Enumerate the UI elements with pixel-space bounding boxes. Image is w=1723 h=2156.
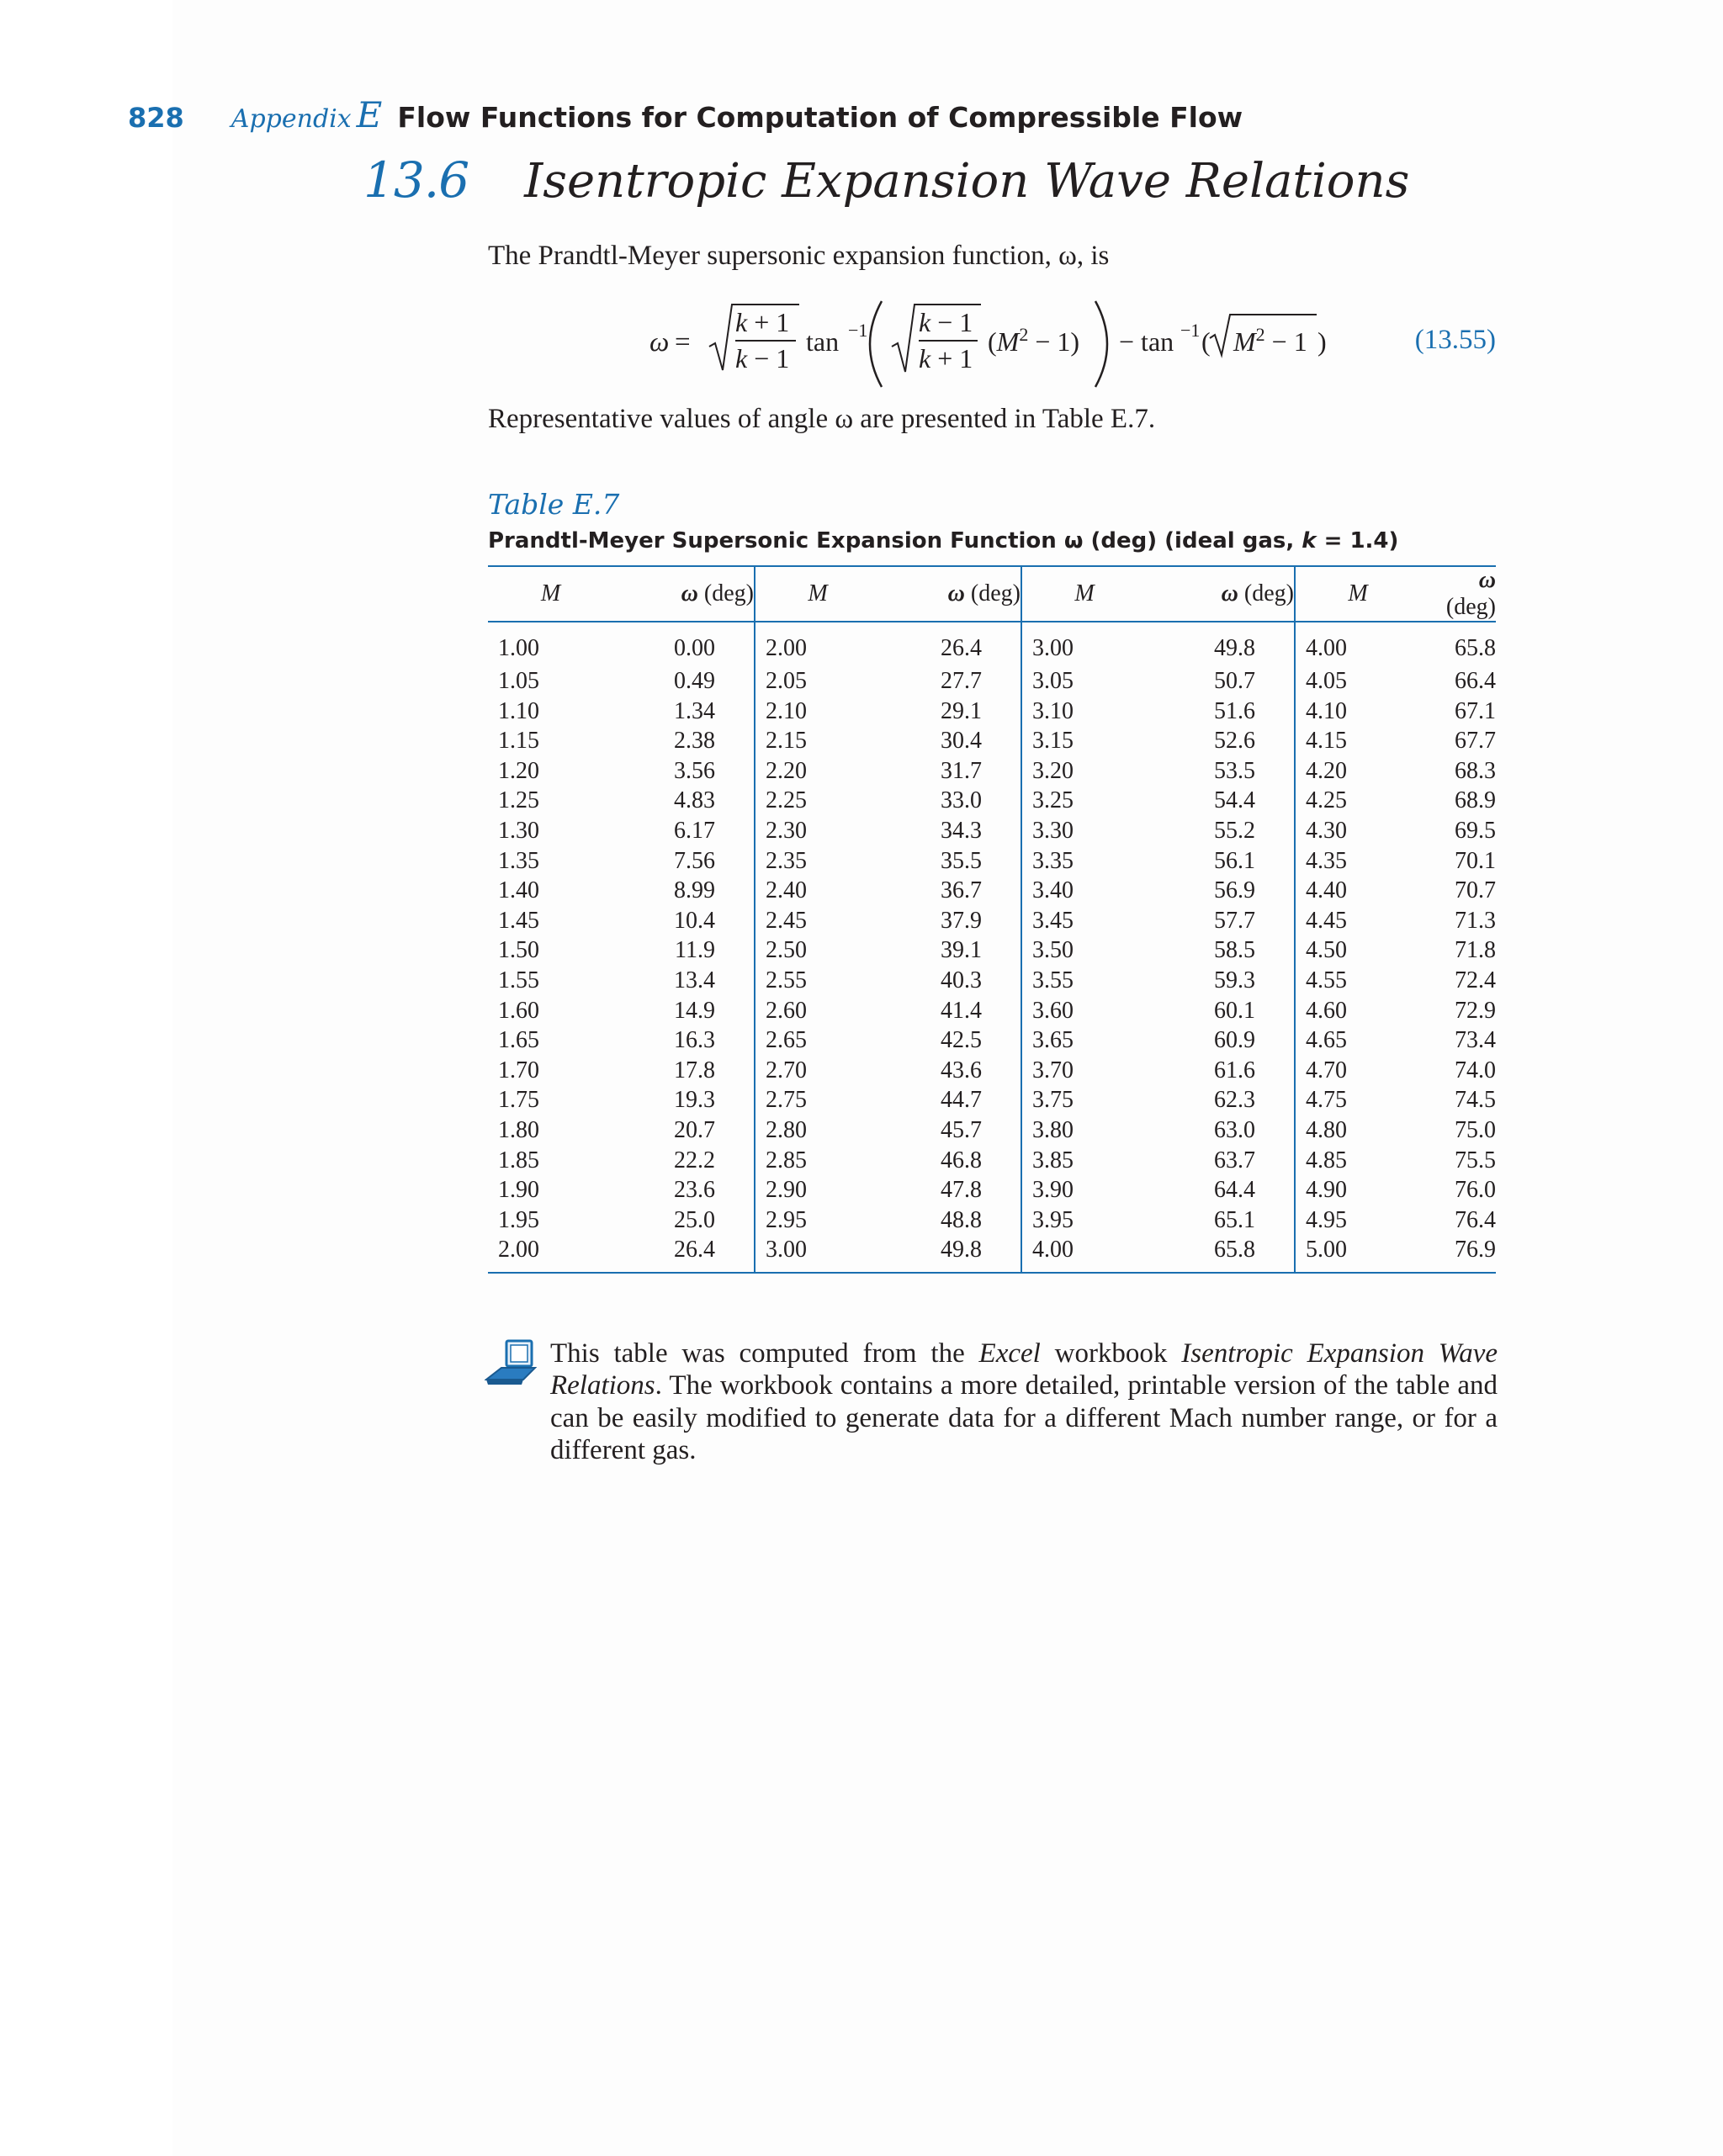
mach-cell: 2.80	[766, 1116, 807, 1143]
table-row	[488, 1146, 1496, 1176]
omega-cell: 54.4	[1147, 786, 1295, 816]
mach-cell: 1.95	[498, 1206, 539, 1233]
omega-cell: 62.3	[1147, 1085, 1295, 1115]
omega-cell: 7.56	[613, 846, 755, 877]
svg-text:=: =	[675, 327, 691, 358]
omega-cell: 63.0	[1147, 1115, 1295, 1146]
laptop-computer-icon	[485, 1339, 537, 1388]
mach-cell: 2.15	[766, 728, 807, 755]
table-row	[488, 1235, 1496, 1273]
omega-cell: 33.0	[880, 786, 1021, 816]
omega-cell: 44.7	[880, 1085, 1021, 1115]
mach-cell: 1.15	[498, 728, 539, 755]
omega-cell: 59.3	[1147, 966, 1295, 996]
mach-cell: 3.95	[1032, 1206, 1074, 1233]
mach-cell: 2.85	[766, 1147, 807, 1173]
note-text: This table was computed from the Excel workbook Isentropic Expansion Wave Relations. The workbook contains a more detailed, printable version of the table and can be easily modified to generate data for a different Mach number range, or for a different gas.	[550, 1338, 1498, 1466]
omega-cell: 52.6	[1147, 726, 1295, 756]
omega-cell: 3.56	[613, 756, 755, 787]
mach-cell: 3.35	[1032, 847, 1074, 874]
omega-cell: 4.83	[613, 786, 755, 816]
table-row	[488, 1085, 1496, 1115]
omega-cell: 60.9	[1147, 1025, 1295, 1056]
mach-cell: 1.30	[498, 817, 539, 844]
running-head	[128, 94, 1243, 136]
omega-cell: 74.5	[1455, 1087, 1496, 1114]
mach-cell: 1.80	[498, 1116, 539, 1143]
mach-cell: 1.00	[498, 635, 539, 662]
representative-paragraph: Representative values of angle ω are presented in Table E.7.	[488, 404, 1156, 434]
mach-cell: 3.30	[1032, 817, 1074, 844]
omega-cell: 26.4	[880, 622, 1021, 666]
mach-cell: 1.25	[498, 787, 539, 814]
mach-cell: 1.70	[498, 1057, 539, 1083]
section-number: 13.6	[363, 151, 469, 209]
omega-cell: 0.00	[613, 622, 755, 666]
omega-cell: 65.1	[1147, 1205, 1295, 1236]
table-header-row	[488, 566, 1496, 622]
mach-cell: 3.75	[1032, 1087, 1074, 1114]
omega-cell: 26.4	[613, 1235, 755, 1273]
mach-cell: 2.70	[766, 1057, 807, 1083]
svg-text:): )	[1317, 326, 1327, 357]
omega-cell: 75.5	[1455, 1147, 1496, 1173]
omega-cell: 67.1	[1455, 697, 1496, 724]
omega-cell: 6.17	[613, 816, 755, 846]
caption-main: Prandtl-Meyer Supersonic Expansion Function ω (deg) (ideal gas,	[488, 528, 1302, 554]
svg-text:k − 1: k − 1	[735, 343, 790, 373]
svg-text:(: (	[1201, 326, 1211, 357]
omega-cell: 39.1	[880, 935, 1021, 966]
mach-cell: 3.45	[1032, 907, 1074, 934]
header-omega: ω (deg)	[613, 566, 755, 622]
mach-cell: 3.50	[1032, 937, 1074, 964]
omega-cell: 76.9	[1420, 1235, 1496, 1273]
omega-cell: 71.3	[1455, 907, 1496, 934]
caption-k: k	[1302, 528, 1317, 554]
svg-text:M2 − 1: $M^2 - 1$	[1233, 324, 1307, 357]
omega-cell: 60.1	[1147, 996, 1295, 1026]
svg-text:tan: tan	[806, 326, 840, 357]
header-omega: ω (deg)	[1420, 566, 1496, 622]
svg-text:k + 1: k + 1	[919, 343, 973, 373]
mach-cell: 4.40	[1306, 877, 1347, 904]
omega-cell: 69.5	[1455, 817, 1496, 844]
running-title: Flow Functions for Computation of Compressible Flow	[397, 101, 1243, 134]
mach-cell: 1.75	[498, 1087, 539, 1114]
mach-cell: 4.20	[1306, 757, 1347, 784]
mach-cell: 1.50	[498, 937, 539, 964]
omega-cell: 70.1	[1455, 847, 1496, 874]
omega-cell: 10.4	[613, 906, 755, 936]
mach-cell: 2.20	[766, 757, 807, 784]
equation-number: (13.55)	[1414, 325, 1496, 355]
mach-cell: 4.95	[1306, 1206, 1347, 1233]
appendix-letter: E	[356, 94, 383, 135]
omega-cell: 34.3	[880, 816, 1021, 846]
omega-cell: 64.4	[1147, 1175, 1295, 1205]
mach-cell: 1.10	[498, 697, 539, 724]
mach-cell: 2.10	[766, 697, 807, 724]
omega-cell: 70.7	[1455, 877, 1496, 904]
mach-cell: 3.15	[1032, 728, 1074, 755]
table-row	[488, 966, 1496, 996]
omega-cell: 48.8	[880, 1205, 1021, 1236]
omega-cell: 40.3	[880, 966, 1021, 996]
omega-cell: 55.2	[1147, 816, 1295, 846]
table-row	[488, 622, 1496, 666]
omega-cell: 37.9	[880, 906, 1021, 936]
mach-cell: 3.20	[1032, 757, 1074, 784]
omega-cell: 43.6	[880, 1056, 1021, 1086]
svg-text:(M2 − 1): $(M^2 - 1)$	[988, 324, 1080, 357]
mach-cell: 3.10	[1032, 697, 1074, 724]
mach-cell: 3.25	[1032, 787, 1074, 814]
table-row	[488, 1025, 1496, 1056]
omega-cell: 57.7	[1147, 906, 1295, 936]
mach-cell: 3.55	[1032, 967, 1074, 993]
omega-cell: 11.9	[613, 935, 755, 966]
omega-cell: 14.9	[613, 996, 755, 1026]
omega-cell: 53.5	[1147, 756, 1295, 787]
mach-cell: 1.85	[498, 1147, 539, 1173]
table-row	[488, 1175, 1496, 1205]
omega-cell: 76.4	[1455, 1206, 1496, 1233]
page-number: 828	[128, 102, 184, 134]
table-row	[488, 697, 1496, 727]
table-row	[488, 996, 1496, 1026]
table-row	[488, 756, 1496, 787]
mach-cell: 4.25	[1306, 787, 1347, 814]
mach-cell: 3.80	[1032, 1116, 1074, 1143]
omega-cell: 19.3	[613, 1085, 755, 1115]
omega-cell: 72.4	[1455, 967, 1496, 993]
mach-cell: 4.10	[1306, 697, 1347, 724]
table-row	[488, 935, 1496, 966]
header-mach: M	[1295, 566, 1420, 622]
mach-cell: 2.00	[488, 1235, 613, 1273]
omega-cell: 76.0	[1455, 1177, 1496, 1204]
omega-cell: 25.0	[613, 1205, 755, 1236]
mach-cell: 2.40	[766, 877, 807, 904]
mach-cell: 3.65	[1032, 1027, 1074, 1054]
table-row	[488, 1115, 1496, 1146]
prandtl-meyer-table	[488, 565, 1496, 1274]
omega-cell: 47.8	[880, 1175, 1021, 1205]
omega-cell: 51.6	[1147, 697, 1295, 727]
omega-cell: 65.8	[1455, 635, 1496, 662]
mach-cell: 2.00	[766, 635, 807, 662]
table-row	[488, 876, 1496, 906]
omega-cell: 31.7	[880, 756, 1021, 787]
svg-text:− tan: − tan	[1119, 326, 1174, 357]
omega-cell: 56.9	[1147, 876, 1295, 906]
omega-cell: 58.5	[1147, 935, 1295, 966]
omega-cell: 61.6	[1147, 1056, 1295, 1086]
mach-cell: 2.75	[766, 1087, 807, 1114]
caption-end: = 1.4)	[1316, 528, 1399, 554]
omega-cell: 13.4	[613, 966, 755, 996]
header-mach: M	[755, 566, 880, 622]
mach-cell: 4.90	[1306, 1177, 1347, 1204]
omega-cell: 46.8	[880, 1146, 1021, 1176]
svg-text:−1: −1	[1180, 320, 1201, 341]
omega-cell: 17.8	[613, 1056, 755, 1086]
table-row	[488, 786, 1496, 816]
mach-cell: 2.05	[766, 668, 807, 694]
omega-cell: 56.1	[1147, 846, 1295, 877]
mach-cell: 2.25	[766, 787, 807, 814]
table-row	[488, 906, 1496, 936]
mach-cell: 4.80	[1306, 1116, 1347, 1143]
omega-cell: 75.0	[1455, 1116, 1496, 1143]
omega-cell: 23.6	[613, 1175, 755, 1205]
mach-cell: 2.50	[766, 937, 807, 964]
omega-cell: 16.3	[613, 1025, 755, 1056]
table-row	[488, 666, 1496, 697]
header-omega: ω (deg)	[880, 566, 1021, 622]
omega-cell: 68.3	[1455, 757, 1496, 784]
mach-cell: 2.30	[766, 817, 807, 844]
mach-cell: 2.45	[766, 907, 807, 934]
mach-cell: 4.30	[1306, 817, 1347, 844]
page-margin	[0, 0, 172, 2156]
mach-cell: 4.70	[1306, 1057, 1347, 1083]
omega-cell: 41.4	[880, 996, 1021, 1026]
mach-cell: 3.40	[1032, 877, 1074, 904]
omega-cell: 67.7	[1455, 728, 1496, 755]
mach-cell: 3.05	[1032, 668, 1074, 694]
prandtl-meyer-equation	[488, 294, 1498, 387]
mach-cell: 3.60	[1032, 997, 1074, 1024]
section-heading	[363, 151, 1409, 209]
table-label: Table E.7	[488, 488, 620, 521]
svg-text:ω: ω	[649, 327, 670, 358]
mach-cell: 2.60	[766, 997, 807, 1024]
mach-cell: 3.00	[755, 1235, 880, 1273]
mach-cell: 4.00	[1306, 635, 1347, 662]
mach-cell: 4.05	[1306, 668, 1347, 694]
omega-cell: 27.7	[880, 666, 1021, 697]
omega-cell: 68.9	[1455, 787, 1496, 814]
omega-cell: 71.8	[1455, 937, 1496, 964]
mach-cell: 1.60	[498, 997, 539, 1024]
omega-cell: 74.0	[1455, 1057, 1496, 1083]
header-omega: ω (deg)	[1147, 566, 1295, 622]
mach-cell: 3.85	[1032, 1147, 1074, 1173]
mach-cell: 4.75	[1306, 1087, 1347, 1114]
header-mach: M	[488, 566, 613, 622]
mach-cell: 4.00	[1021, 1235, 1147, 1273]
mach-cell: 2.90	[766, 1177, 807, 1204]
omega-cell: 63.7	[1147, 1146, 1295, 1176]
svg-text:k + 1: k + 1	[735, 307, 790, 337]
omega-cell: 30.4	[880, 726, 1021, 756]
omega-cell: 1.34	[613, 697, 755, 727]
table-row	[488, 846, 1496, 877]
omega-cell: 2.38	[613, 726, 755, 756]
mach-cell: 1.05	[498, 668, 539, 694]
mach-cell: 4.65	[1306, 1027, 1347, 1054]
appendix-word: Appendix	[231, 104, 352, 134]
omega-cell: 49.8	[1147, 622, 1295, 666]
mach-cell: 1.35	[498, 847, 539, 874]
omega-cell: 45.7	[880, 1115, 1021, 1146]
mach-cell: 2.35	[766, 847, 807, 874]
omega-cell: 66.4	[1455, 668, 1496, 694]
mach-cell: 4.35	[1306, 847, 1347, 874]
omega-cell: 49.8	[880, 1235, 1021, 1273]
table-caption	[488, 528, 1398, 554]
table-row	[488, 726, 1496, 756]
mach-cell: 1.65	[498, 1027, 539, 1054]
mach-cell: 4.60	[1306, 997, 1347, 1024]
svg-text:−1: −1	[848, 320, 868, 341]
mach-cell: 1.20	[498, 757, 539, 784]
equation-graphic	[488, 294, 1498, 387]
mach-cell: 4.50	[1306, 937, 1347, 964]
table-row	[488, 816, 1496, 846]
header-mach: M	[1021, 566, 1147, 622]
mach-cell: 4.45	[1306, 907, 1347, 934]
workbook-name: Isentropic Expansion Wave Relations	[550, 1338, 1498, 1401]
table-row	[488, 1056, 1496, 1086]
mach-cell: 3.70	[1032, 1057, 1074, 1083]
mach-cell: 5.00	[1295, 1235, 1420, 1273]
omega-cell: 65.8	[1147, 1235, 1295, 1273]
mach-cell: 1.40	[498, 877, 539, 904]
omega-cell: 73.4	[1455, 1027, 1496, 1054]
mach-cell: 1.90	[498, 1177, 539, 1204]
omega-cell: 35.5	[880, 846, 1021, 877]
table-row	[488, 1205, 1496, 1236]
mach-cell: 4.15	[1306, 728, 1347, 755]
omega-cell: 22.2	[613, 1146, 755, 1176]
table-body	[488, 622, 1496, 1273]
omega-cell: 42.5	[880, 1025, 1021, 1056]
mach-cell: 2.55	[766, 967, 807, 993]
mach-cell: 2.65	[766, 1027, 807, 1054]
mach-cell: 2.95	[766, 1206, 807, 1233]
omega-cell: 29.1	[880, 697, 1021, 727]
section-title: Isentropic Expansion Wave Relations	[524, 154, 1410, 209]
mach-cell: 4.85	[1306, 1147, 1347, 1173]
svg-text:k − 1: k − 1	[919, 307, 973, 337]
mach-cell: 3.90	[1032, 1177, 1074, 1204]
mach-cell: 1.45	[498, 907, 539, 934]
intro-paragraph: The Prandtl-Meyer supersonic expansion function, ω, is	[488, 241, 1110, 271]
mach-cell: 1.55	[498, 967, 539, 993]
omega-cell: 72.9	[1455, 997, 1496, 1024]
omega-cell: 20.7	[613, 1115, 755, 1146]
mach-cell: 4.55	[1306, 967, 1347, 993]
omega-cell: 36.7	[880, 876, 1021, 906]
mach-cell: 3.00	[1032, 635, 1074, 662]
omega-cell: 8.99	[613, 876, 755, 906]
excel-word: Excel	[978, 1338, 1041, 1369]
omega-cell: 0.49	[613, 666, 755, 697]
omega-cell: 50.7	[1147, 666, 1295, 697]
